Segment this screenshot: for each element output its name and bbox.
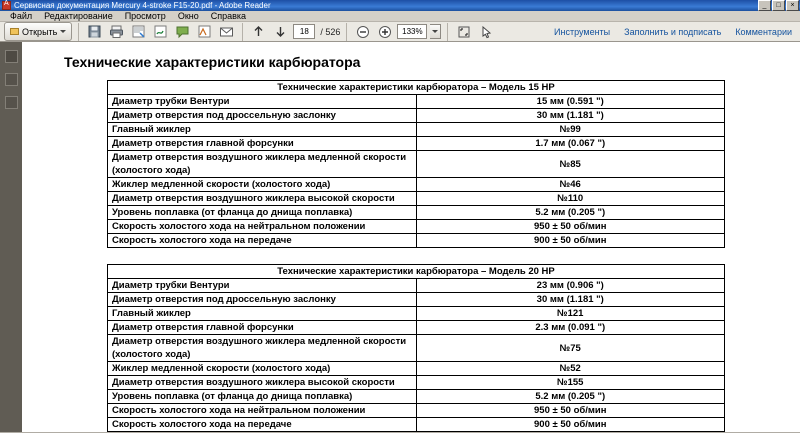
table-row [108,178,725,192]
navigation-rail [0,42,22,432]
close-button[interactable]: × [786,0,799,11]
document-area [0,42,800,432]
toolbar-separator-3 [346,23,347,41]
row-value: №85 [416,151,725,178]
row-value: 2.3 мм (0.091 ") [416,321,725,335]
toolbar-separator [78,23,79,41]
pdf-page [22,42,800,432]
row-value: №46 [416,178,725,192]
row-value: 900 ± 50 об/мин [416,418,725,432]
minimize-button[interactable]: _ [758,0,771,11]
save-icon[interactable] [85,22,104,41]
table-row [108,151,725,178]
row-label: Скорость холостого хода на нейтральном положении [108,220,417,234]
page-thumbnails-icon[interactable] [5,50,18,63]
row-value: №99 [416,123,725,137]
spec-table-15hp [107,80,725,248]
table-row [108,95,725,109]
table-row [108,279,725,293]
zoom-in-icon[interactable] [375,22,394,41]
row-label: Диаметр отверстия воздушного жиклера высокой скорости [108,192,417,206]
row-label: Скорость холостого хода на передаче [108,234,417,248]
attachments-icon[interactable] [5,96,18,109]
row-label: Диаметр трубки Вентури [108,95,417,109]
row-label: Диаметр отверстия под дроссельную заслонку [108,109,417,123]
row-value: №75 [416,335,725,362]
row-value: 30 мм (1.181 ") [416,293,725,307]
print-icon[interactable] [107,22,126,41]
row-label: Диаметр трубки Вентури [108,279,417,293]
spec-table-20hp [107,264,725,432]
row-label: Уровень поплавка (от фланца до днища поплавка) [108,206,417,220]
tools-link[interactable]: Инструменты [554,26,611,37]
page-total-label: / 526 [320,26,341,37]
row-label: Диаметр отверстия воздушного жиклера медленной скорости (холостого хода) [108,335,417,362]
row-label: Уровень поплавка (от фланца до днища поплавка) [108,390,417,404]
fill-and-sign-link[interactable]: Заполнить и подписать [624,26,722,37]
menu-bar [0,11,800,22]
table-row [108,206,725,220]
row-label: Диаметр отверстия под дроссельную заслонку [108,293,417,307]
row-value: №110 [416,192,725,206]
comment-icon[interactable] [173,22,192,41]
zoom-out-icon[interactable] [353,22,372,41]
row-value: №52 [416,362,725,376]
email-icon[interactable] [129,22,148,41]
toolbar-separator-2 [242,23,243,41]
table-caption-row [108,81,725,95]
window-controls [758,0,800,11]
toolbar-right-links [554,27,796,37]
menu-item-view[interactable]: Просмотр [124,11,166,21]
highlight-icon[interactable] [195,22,214,41]
table-row [108,234,725,248]
bookmarks-icon[interactable] [5,73,18,86]
sign-icon[interactable] [151,22,170,41]
folder-icon [10,28,19,35]
row-label: Скорость холостого хода на нейтральном положении [108,404,417,418]
table-row [108,390,725,404]
row-value: №121 [416,307,725,321]
row-value: 900 ± 50 об/мин [416,234,725,248]
open-file-label: Открыть [22,26,58,37]
window-title: Сервисная документация Mercury 4-stroke F15-20.pdf - Adobe Reader [14,1,271,10]
toolbar [0,22,800,42]
adobe-reader-icon [2,1,11,10]
page-title: Технические характеристики карбюратора [64,54,361,70]
row-value: 23 мм (0.906 ") [416,279,725,293]
row-value: 5.2 мм (0.205 ") [416,206,725,220]
table-row [108,137,725,151]
row-label: Диаметр отверстия воздушного жиклера медленной скорости (холостого хода) [108,151,417,178]
row-label: Скорость холостого хода на передаче [108,418,417,432]
table-row [108,335,725,362]
envelope-icon[interactable] [217,22,236,41]
row-label: Диаметр отверстия воздушного жиклера высокой скорости [108,376,417,390]
row-label: Главный жиклер [108,307,417,321]
table-row [108,376,725,390]
row-label: Жиклер медленной скорости (холостого хода) [108,362,417,376]
menu-item-file[interactable]: Файл [10,11,33,21]
row-value: 5.2 мм (0.205 ") [416,390,725,404]
chevron-down-icon [60,30,66,33]
menu-item-help[interactable]: Справка [210,11,247,21]
menu-item-window[interactable]: Окно [177,11,199,21]
maximize-button[interactable]: □ [772,0,785,11]
row-value: 30 мм (1.181 ") [416,109,725,123]
zoom-level-input[interactable]: 133% [397,24,427,39]
page-down-icon[interactable] [271,22,290,41]
table-row [108,404,725,418]
row-label: Диаметр отверстия главной форсунки [108,321,417,335]
menu-item-edit[interactable]: Редактирование [44,11,113,21]
table-row [108,362,725,376]
table-row [108,307,725,321]
open-file-button[interactable] [4,22,72,41]
table-caption-row [108,265,725,279]
row-value: 950 ± 50 об/мин [416,404,725,418]
table-row [108,321,725,335]
table-row [108,109,725,123]
table-row [108,123,725,137]
table-row [108,293,725,307]
row-label: Диаметр отверстия главной форсунки [108,137,417,151]
page-number-input[interactable]: 18 [293,24,315,39]
row-value: 950 ± 50 об/мин [416,220,725,234]
table-caption: Технические характеристики карбюратора – Модель 15 HP [108,81,725,95]
select-tool-icon[interactable] [476,22,495,41]
row-value: 1.7 мм (0.067 ") [416,137,725,151]
comments-link[interactable]: Комментарии [735,26,792,37]
toolbar-separator-4 [447,23,448,41]
row-label: Главный жиклер [108,123,417,137]
title-bar [0,0,800,11]
row-label: Жиклер медленной скорости (холостого хода) [108,178,417,192]
fit-page-icon[interactable] [454,22,473,41]
row-value: 15 мм (0.591 ") [416,95,725,109]
page-up-icon[interactable] [249,22,268,41]
table-row [108,418,725,432]
table-caption: Технические характеристики карбюратора – Модель 20 HP [108,265,725,279]
table-row [108,220,725,234]
table-row [108,192,725,206]
chevron-down-icon [432,30,438,33]
zoom-dropdown-button[interactable] [430,24,441,39]
row-value: №155 [416,376,725,390]
